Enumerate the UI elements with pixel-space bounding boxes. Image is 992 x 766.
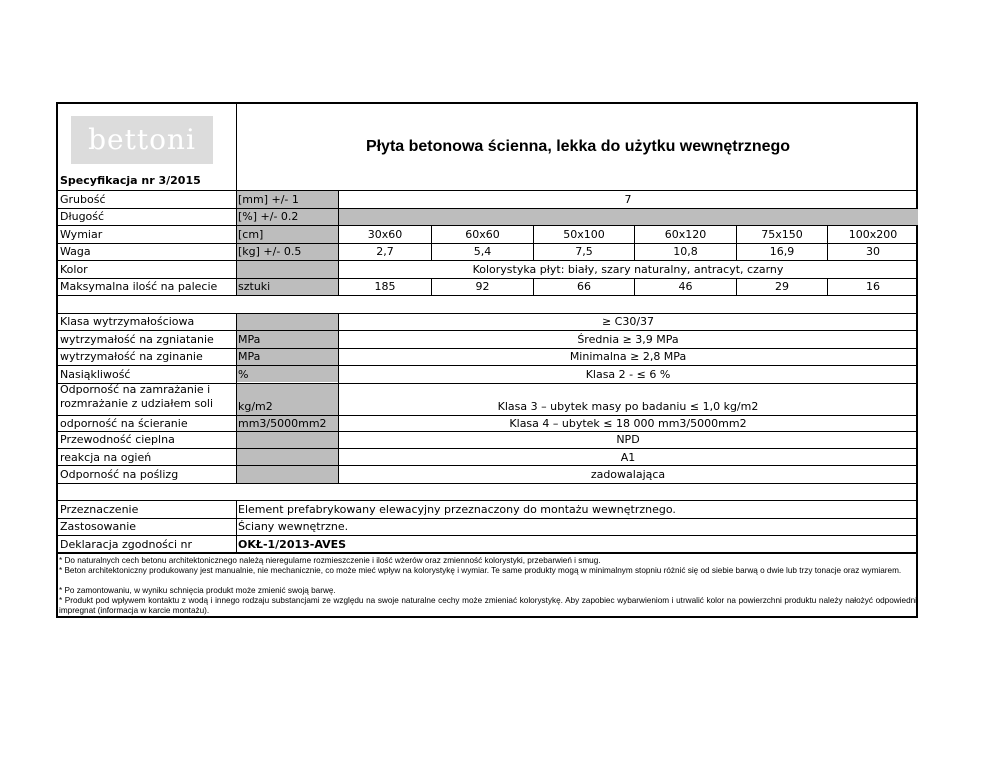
unit-dlugosc: [%] +/- 0.2 [238, 210, 299, 223]
label-przeznaczenie: Przeznaczenie [60, 503, 139, 516]
unit-wymiar: [cm] [238, 228, 264, 241]
value-deklaracja: OKŁ-1/2013-AVES [238, 538, 347, 551]
value-zamrazanie: Klasa 3 – ubytek masy po badaniu ≤ 1,0 kg/m2 [497, 400, 759, 413]
ilosc-value: 92 [475, 280, 490, 293]
value-przeznaczenie: Element prefabrykowany elewacyjny przeznaczony do montażu wewnętrznego. [238, 503, 676, 516]
page-title: Płyta betonowa ścienna, lekka do użytku wewnętrznego [365, 138, 791, 155]
value-ogien: A1 [620, 451, 636, 464]
wymiar-value: 75x150 [761, 228, 803, 241]
waga-value: 7,5 [575, 245, 593, 258]
specification-sheet [56, 102, 918, 618]
label-ilosc: Maksymalna ilość na palecie [60, 280, 218, 293]
label-zastosowanie: Zastosowanie [60, 520, 137, 533]
ilosc-value: 46 [678, 280, 693, 293]
label-kolor: Kolor [60, 263, 88, 276]
label-zginanie: wytrzymałość na zginanie [60, 350, 203, 363]
gray-unit-ogien [237, 448, 338, 465]
value-poslizg: zadowalająca [590, 468, 666, 481]
value-klasa: ≥ C30/37 [601, 315, 655, 328]
label-wymiar: Wymiar [60, 228, 103, 241]
value-zginanie: Minimalna ≥ 2,8 MPa [569, 350, 687, 363]
label-nasiakliwosc: Nasiąkliwość [60, 368, 131, 381]
gray-unit-poslizg [237, 466, 338, 483]
label-poslizg: Odporność na poślizg [60, 468, 179, 481]
unit-ilosc: sztuki [238, 280, 271, 293]
value-scieranie: Klasa 4 – ubytek ≤ 18 000 mm3/5000mm2 [509, 417, 747, 430]
label-waga: Waga [60, 245, 91, 258]
gray-row-dlugosc [237, 208, 918, 225]
unit-zamrazanie: kg/m2 [238, 400, 273, 413]
waga-value: 2,7 [376, 245, 394, 258]
footnote: * Beton architektoniczny produkowany jest manualnie, nie mechanicznie, co może mieć wpływ na kolorystykę i wymiar. Te same produkty mogą w minimalnym stopniu różnić się od siebie barwą o dwie lub trzy tonacje oraz wymiarem. [59, 566, 902, 575]
unit-nasiakliwosc: % [238, 368, 249, 381]
wymiar-value: 60x120 [664, 228, 707, 241]
waga-value: 30 [866, 245, 880, 258]
label-deklaracja: Deklaracja zgodności nr [60, 538, 193, 551]
unit-zginanie: MPa [238, 350, 261, 363]
specification-number: Specyfikacja nr 3/2015 [60, 174, 201, 187]
logo-text: bettoni [88, 123, 196, 156]
label-grubosc: Grubość [60, 193, 106, 206]
gray-unit-klasa [237, 313, 338, 330]
label-scieranie: odporność na ścieranie [60, 417, 188, 430]
value-zastosowanie: Ściany wewnętrzne. [238, 520, 349, 533]
ilosc-value: 16 [866, 280, 880, 293]
value-nasiakliwosc: Klasa 2 - ≤ 6 % [585, 368, 671, 381]
label-zgniatanie: wytrzymałość na zgniatanie [60, 333, 214, 346]
value-grubosc: 7 [624, 193, 632, 206]
unit-grubosc: [mm] +/- 1 [238, 193, 299, 206]
bettoni-logo [71, 116, 213, 164]
ilosc-value: 29 [775, 280, 789, 293]
unit-waga: [kg] +/- 0.5 [238, 245, 302, 258]
label-ogien: reakcja na ogień [60, 451, 152, 464]
wymiar-value: 100x200 [848, 228, 898, 241]
ilosc-value: 66 [577, 280, 591, 293]
waga-value: 5,4 [473, 245, 492, 258]
wymiar-value: 30x60 [367, 228, 403, 241]
value-kolor: Kolorystyka płyt: biały, szary naturalny, antracyt, czarny [472, 263, 784, 276]
ilosc-value: 185 [374, 280, 396, 293]
gray-unit-kolor [237, 261, 338, 278]
wymiar-value: 60x60 [465, 228, 500, 241]
value-zgniatanie: Średnia ≥ 3,9 MPa [577, 333, 679, 346]
label-zamrazanie-line1: Odporność na zamrażanie i [60, 383, 211, 396]
footnote: * Do naturalnych cech betonu architektonicznego należą nieregularne rozmieszczenie i ilość wżerów oraz zmienność kolorystyki, przebarwień i smug. [59, 556, 601, 565]
footnote: * Po zamontowaniu, w wyniku schnięcia produkt może zmienić swoją barwę. [59, 586, 336, 595]
label-zamrazanie-line2: rozmrażanie z udziałem soli [60, 397, 214, 410]
unit-zgniatanie: MPa [238, 333, 261, 346]
wymiar-value: 50x100 [563, 228, 605, 241]
label-przewodnosc: Przewodność cieplna [60, 433, 175, 446]
footnote: * Produkt pod wpływem kontaktu z wodą i innego rodzaju substancjami ze względu na swoje naturalne cechy może zmieniać kolorystykę. Aby zapobiec wybarwieniom i utrwalić kolor na powierzchni produktu należy nałożyć odpowiedni impregnat (informacja w karcie montażu). [59, 596, 917, 615]
label-dlugosc: Długość [60, 210, 105, 223]
value-przewodnosc: NPD [616, 433, 640, 446]
waga-value: 10,8 [673, 245, 698, 258]
gray-unit-przewodnosc [237, 431, 338, 448]
waga-value: 16,9 [769, 245, 795, 258]
unit-scieranie: mm3/5000mm2 [238, 417, 327, 430]
label-klasa: Klasa wytrzymałościowa [60, 315, 195, 328]
